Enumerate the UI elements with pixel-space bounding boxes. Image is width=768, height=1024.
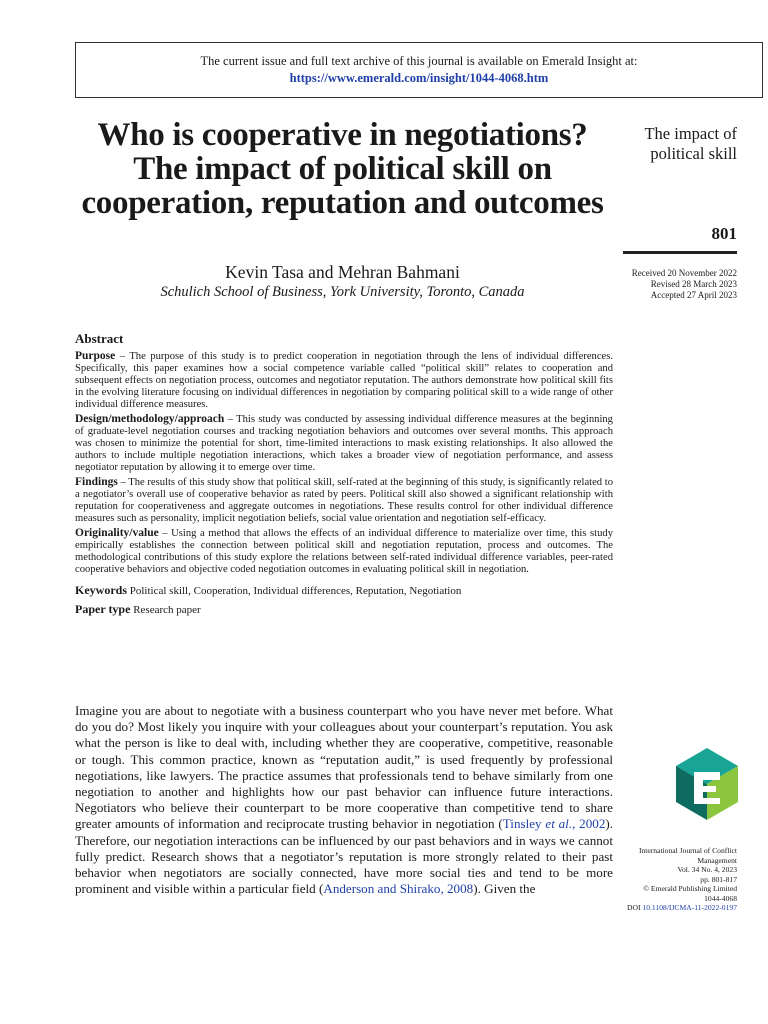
article-authors: Kevin Tasa and Mehran Bahmani — [225, 262, 460, 282]
journal-archive-notice — [75, 42, 763, 98]
abstract-findings — [75, 476, 613, 525]
journal-doi-line — [600, 903, 737, 913]
keywords-text: Political skill, Cooperation, Individual differences, Reputation, Negotiation — [129, 585, 462, 597]
paper-type-label: Paper type — [75, 602, 131, 616]
author-affiliation: Schulich School of Business, York University, Toronto, Canada — [160, 284, 525, 300]
intro-part-2: ). Therefore, our negotiation interactions can be influenced by our past behaviors and in ways we cannot fully predict. Research shows that a negotiator’s reputation is more strongly related to their past behavior when negotiators are socially connected, have more social ties and tend to be more prominent and visible within a particular field ( — [75, 816, 614, 897]
purpose-label: Purpose — [75, 350, 116, 362]
journal-name: International Journal of Conflict Management — [638, 846, 737, 865]
citation-tinsley-name: Tinsley — [502, 816, 546, 832]
journal-info — [600, 846, 737, 913]
journal-url-link[interactable]: https://www.emerald.com/insight/1044-4068.htm — [289, 71, 549, 85]
abstract-heading: Abstract — [75, 331, 124, 346]
journal-issn: 1044-4068 — [704, 893, 737, 903]
sidebar-divider — [623, 251, 737, 254]
archive-notice-text: The current issue and full text archive of this journal is available on Emerald Insight at: — [200, 54, 638, 68]
citation-tinsley-year: , 2002 — [572, 816, 606, 832]
keywords-line — [75, 584, 613, 597]
emerald-logo-icon — [676, 748, 738, 820]
submission-dates — [600, 268, 737, 301]
doi-label: DOI — [627, 903, 641, 912]
revised-date: Revised 28 March 2023 — [650, 279, 737, 289]
accepted-date: Accepted 27 April 2023 — [650, 290, 737, 300]
originality-label: Originality/value — [75, 527, 159, 539]
abstract-originality — [75, 527, 613, 576]
running-title: The impact of political skill — [644, 124, 737, 163]
findings-text: – The results of this study show that political skill, self-rated at the beginning of this study, is significantly related to a negotiator’s overall use of cooperative behavior as rated by peers. Political skill also showed a significant relationship with reputation for cooperativeness and aggregate outcomes in negotiations. These results control for other individual difference measures such as personality, implicit negotiation beliefs, social value orientation and negotiation self-efficacy. — [75, 477, 613, 524]
abstract-purpose — [75, 350, 613, 411]
journal-pages: pp. 801-817 — [700, 874, 737, 884]
intro-part-1: Imagine you are about to negotiate with a business counterpart who you have never met before. What do you do? Most likely you inquire with your colleagues about your counterpart’s reputation. You ask what the person is like to deal with, including whether they are cooperative, competitive, reasonable or tough. This common practice, known as “reputation audit,” is used frequently by professional negotiations, like lawyers. The practice assumes that professionals tend to behave similarly from one negotiation to another and highlights how our past behavior can influence future interactions. Negotiators who believe their counterpart to be more cooperative than competitive tend to share greater amounts of information and reciprocate trusting behavior in negotiation ( — [75, 703, 613, 832]
journal-copyright: © Emerald Publishing Limited — [643, 884, 737, 893]
citation-tinsley[interactable] — [503, 816, 606, 831]
abstract-design — [75, 413, 613, 474]
design-label: Design/methodology/approach — [75, 413, 225, 425]
findings-label: Findings — [75, 476, 118, 488]
abstract-section — [75, 333, 613, 618]
body-text — [75, 703, 613, 897]
design-text: – This study was conducted by assessing individual difference measures at the beginning of graduate-level negotiation courses and tracking negotiation behaviors and outcomes over several months. This approach was chosen to minimize the potential for short, time-limited interactions to mask existing relationships. It also allowed the authors to include multiple negotiation interactions, which takes a broader view of negotiation performance, and assess negotiator reputation by allowing it to emerge over time. — [75, 414, 613, 473]
citation-tinsley-etal: et al. — [545, 816, 573, 832]
received-date: Received 20 November 2022 — [631, 268, 737, 278]
purpose-text: – The purpose of this study is to predict cooperation in negotiation through the lens of individual differences. Specifically, this paper examines how a social competence variable called “political skill” relates to cooperation and subsequent effects on negotiation process, outcomes and negotiator reputation. The authors demonstrate how political skill fits in the evolving literature focusing on individual differences in negotiation by comparing political skill to a wide range of other individual difference measures. — [75, 351, 613, 410]
article-title: Who is cooperative in negotiations? The impact of political skill on cooperation, reputation and outcomes — [81, 117, 604, 221]
intro-paragraph — [75, 703, 613, 897]
paper-type-text: Research paper — [133, 604, 201, 616]
journal-volume: Vol. 34 No. 4, 2023 — [677, 865, 737, 874]
keywords-label: Keywords — [75, 583, 127, 597]
originality-text: – Using a method that allows the effects of an individual difference to materialize over time, this study empirically establishes the connection between political skill and negotiation reputation, process and outcomes. The methodological contributions of this study explore the relations between self-rated individual difference variables, peer-rated cooperative behaviors and objective coded negotiation outcomes in evaluating political skill in negotiation. — [75, 528, 613, 575]
paper-type-line — [75, 603, 613, 616]
intro-part-3: ). Given the — [473, 881, 536, 897]
doi-link[interactable]: 10.1108/IJCMA-11-2022-0197 — [642, 903, 737, 912]
citation-anderson-shirako[interactable]: Anderson and Shirako, 2008 — [323, 881, 474, 897]
page-number: 801 — [711, 224, 737, 243]
